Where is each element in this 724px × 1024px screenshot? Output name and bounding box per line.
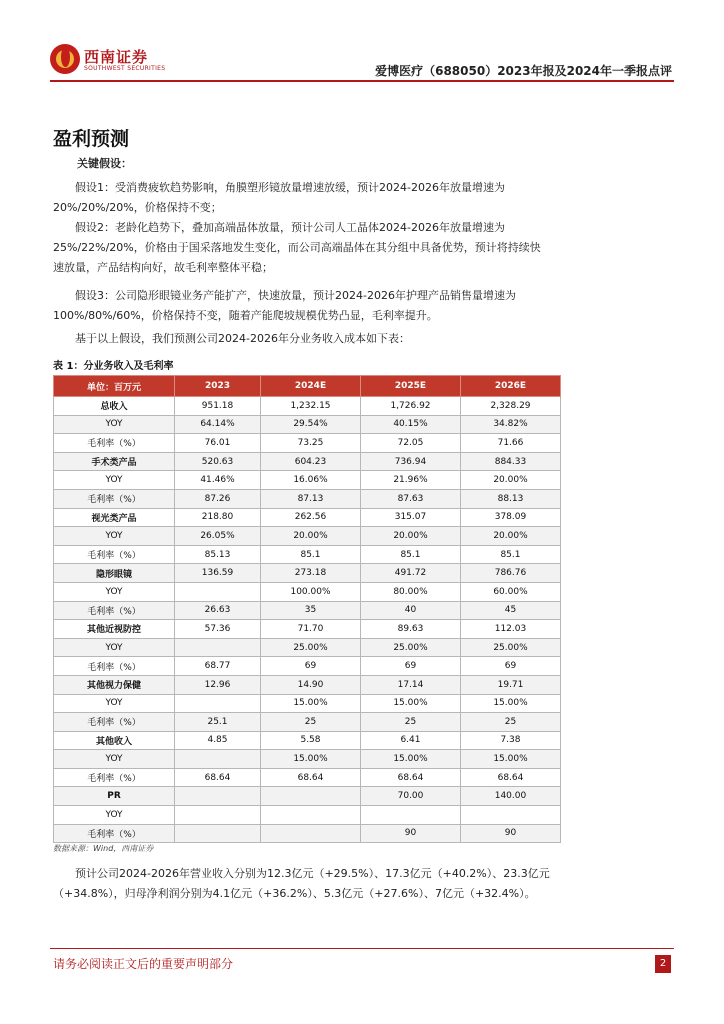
table-row <box>54 806 561 825</box>
table-cell: 87.63 <box>360 489 460 508</box>
table-header-row <box>54 376 561 397</box>
table-cell: 19.71 <box>460 675 560 694</box>
table-row <box>54 527 561 546</box>
table-row <box>54 601 561 620</box>
table-cell: 17.14 <box>360 675 460 694</box>
table-cell: 85.1 <box>261 545 361 564</box>
row-label: YOY <box>54 415 175 434</box>
table-cell: 15.00% <box>460 750 560 769</box>
table-cell: 25.00% <box>360 638 460 657</box>
table-cell: 15.00% <box>261 750 361 769</box>
table-cell: 262.56 <box>261 508 361 527</box>
table-row <box>54 415 561 434</box>
table-cell: 20.00% <box>460 471 560 490</box>
table-cell: 85.13 <box>175 545 261 564</box>
table-cell: 72.05 <box>360 434 460 453</box>
row-label: YOY <box>54 471 175 490</box>
table-row <box>54 508 561 527</box>
table-row <box>54 731 561 750</box>
header-cell: 单位：百万元 <box>54 376 175 397</box>
table-cell: 884.33 <box>460 452 560 471</box>
table-cell: 140.00 <box>460 787 560 806</box>
assumption-3: 假设3：公司隐形眼镜业务产能扩产，快速放量，预计2024-2026年护理产品销售量增速为100%/80%/60%，价格保持不变，随着产能爬坡规模优势凸显，毛利率提升。 <box>53 289 516 322</box>
table-row <box>54 750 561 769</box>
table-row <box>54 452 561 471</box>
table-cell: 76.01 <box>175 434 261 453</box>
table-cell: 68.64 <box>175 768 261 787</box>
table-cell <box>175 750 261 769</box>
report-title: 爱博医疗（688050）2023年报及2024年一季报点评 <box>375 64 672 78</box>
footer-notice: 请务必阅读正文后的重要声明部分 <box>53 957 234 971</box>
table-cell: 786.76 <box>460 564 560 583</box>
row-label: 毛利率（%） <box>54 434 175 453</box>
table-cell: 6.41 <box>360 731 460 750</box>
key-assumptions-title: 关键假设： <box>77 157 132 170</box>
table-cell: 85.1 <box>460 545 560 564</box>
table-cell <box>175 824 261 843</box>
row-label: 毛利率（%） <box>54 489 175 508</box>
table-cell: 218.80 <box>175 508 261 527</box>
table-cell: 35 <box>261 601 361 620</box>
forecast-summary: 预计公司2024-2026年营业收入分别为12.3亿元（+29.5%）、17.3亿元（+40.2%）、23.3亿元（+34.8%），归母净利润分别为4.1亿元（+36.2%）、5.3亿元（+27.6%）、7亿元（+32.4%）。 <box>53 867 550 900</box>
table-cell: 71.66 <box>460 434 560 453</box>
row-label: YOY <box>54 582 175 601</box>
table-row <box>54 657 561 676</box>
table-cell: 68.64 <box>460 768 560 787</box>
table-cell: 26.05% <box>175 527 261 546</box>
table-row <box>54 545 561 564</box>
table-body <box>54 397 561 843</box>
table-cell: 57.36 <box>175 620 261 639</box>
table-cell: 378.09 <box>460 508 560 527</box>
row-label: PR <box>54 787 175 806</box>
table-cell: 70.00 <box>360 787 460 806</box>
logo-name: 西南证券 <box>84 48 149 66</box>
table-cell <box>175 582 261 601</box>
table-cell: 2,328.29 <box>460 397 560 416</box>
table-cell: 7.38 <box>460 731 560 750</box>
table-cell: 15.00% <box>261 694 361 713</box>
row-label: 毛利率（%） <box>54 601 175 620</box>
company-logo <box>50 44 170 78</box>
table-cell: 68.64 <box>360 768 460 787</box>
row-label: 其他视力保健 <box>54 675 175 694</box>
table-row <box>54 489 561 508</box>
table-cell: 520.63 <box>175 452 261 471</box>
row-label: 视光类产品 <box>54 508 175 527</box>
table-cell: 25 <box>261 713 361 732</box>
row-label: 毛利率（%） <box>54 545 175 564</box>
table-cell <box>175 638 261 657</box>
row-label: 毛利率（%） <box>54 657 175 676</box>
table-cell: 64.14% <box>175 415 261 434</box>
table-cell: 68.77 <box>175 657 261 676</box>
page-number: 2 <box>655 955 671 973</box>
table-cell <box>261 806 361 825</box>
row-label: 总收入 <box>54 397 175 416</box>
table-cell: 90 <box>460 824 560 843</box>
assumption-1: 假设1：受消费疲软趋势影响，角膜塑形镜放量增速放缓，预计2024-2026年放量增速为20%/20%/20%，价格保持不变； <box>53 181 505 214</box>
table-cell: 88.13 <box>460 489 560 508</box>
table-cell: 951.18 <box>175 397 261 416</box>
revenue-table <box>53 375 561 843</box>
table-cell: 15.00% <box>360 750 460 769</box>
table-cell: 60.00% <box>460 582 560 601</box>
table-cell: 25.1 <box>175 713 261 732</box>
table-cell: 41.46% <box>175 471 261 490</box>
logo-english-name: SOUTHWEST SECURITIES <box>84 65 166 72</box>
logo-emblem-icon <box>50 44 80 74</box>
table-cell: 20.00% <box>261 527 361 546</box>
row-label: 毛利率（%） <box>54 768 175 787</box>
table-intro: 基于以上假设，我们预测公司2024-2026年分业务收入成本如下表： <box>75 332 410 345</box>
page-header <box>0 0 724 90</box>
table-cell: 136.59 <box>175 564 261 583</box>
row-label: YOY <box>54 694 175 713</box>
table-cell <box>460 806 560 825</box>
table-cell: 40 <box>360 601 460 620</box>
table-cell: 21.96% <box>360 471 460 490</box>
table-row <box>54 582 561 601</box>
table-cell: 736.94 <box>360 452 460 471</box>
table-cell: 69 <box>460 657 560 676</box>
table-cell <box>261 824 361 843</box>
table-cell: 90 <box>360 824 460 843</box>
table-cell <box>175 694 261 713</box>
table-row <box>54 675 561 694</box>
table-cell: 69 <box>261 657 361 676</box>
table-row <box>54 713 561 732</box>
assumption-2: 假设2：老龄化趋势下，叠加高端晶体放量，预计公司人工晶体2024-2026年放量增速为25%/22%/20%，价格由于国采落地发生变化，而公司高端晶体在其分组中具备优势，预计将持续快速放量，产品结构向好，故毛利率整体平稳； <box>53 221 541 274</box>
table-cell: 20.00% <box>460 527 560 546</box>
table-cell <box>175 806 261 825</box>
table-cell: 69 <box>360 657 460 676</box>
header-divider <box>50 80 674 82</box>
row-label: 毛利率（%） <box>54 824 175 843</box>
table-cell: 273.18 <box>261 564 361 583</box>
table-cell: 25.00% <box>261 638 361 657</box>
table-cell <box>261 787 361 806</box>
table-row <box>54 397 561 416</box>
row-label: YOY <box>54 750 175 769</box>
table-cell: 15.00% <box>460 694 560 713</box>
table-cell: 15.00% <box>360 694 460 713</box>
table-cell: 5.58 <box>261 731 361 750</box>
table-cell: 25 <box>360 713 460 732</box>
table-cell: 4.85 <box>175 731 261 750</box>
table-cell: 45 <box>460 601 560 620</box>
table-row <box>54 787 561 806</box>
table-cell: 112.03 <box>460 620 560 639</box>
table-cell: 89.63 <box>360 620 460 639</box>
table-row <box>54 471 561 490</box>
table-cell: 604.23 <box>261 452 361 471</box>
table-cell: 1,232.15 <box>261 397 361 416</box>
table-row <box>54 434 561 453</box>
table-cell: 29.54% <box>261 415 361 434</box>
row-label: 隐形眼镜 <box>54 564 175 583</box>
table-cell: 16.06% <box>261 471 361 490</box>
header-cell: 2024E <box>261 376 361 397</box>
row-label: 手术类产品 <box>54 452 175 471</box>
table-row <box>54 824 561 843</box>
table-row <box>54 564 561 583</box>
table-cell: 34.82% <box>460 415 560 434</box>
row-label: 其他收入 <box>54 731 175 750</box>
table-cell: 26.63 <box>175 601 261 620</box>
table-cell: 68.64 <box>261 768 361 787</box>
table-cell <box>175 787 261 806</box>
table-cell: 100.00% <box>261 582 361 601</box>
row-label: 毛利率（%） <box>54 713 175 732</box>
table-cell: 73.25 <box>261 434 361 453</box>
table-cell: 12.96 <box>175 675 261 694</box>
table-cell: 87.13 <box>261 489 361 508</box>
table-cell: 20.00% <box>360 527 460 546</box>
table-caption: 表 1：分业务收入及毛利率 <box>53 361 174 372</box>
table-cell: 71.70 <box>261 620 361 639</box>
table-cell: 87.26 <box>175 489 261 508</box>
table-cell: 25.00% <box>460 638 560 657</box>
table-cell: 80.00% <box>360 582 460 601</box>
row-label: YOY <box>54 527 175 546</box>
row-label: YOY <box>54 638 175 657</box>
row-label: 其他近视防控 <box>54 620 175 639</box>
table-row <box>54 768 561 787</box>
row-label: YOY <box>54 806 175 825</box>
table-row <box>54 694 561 713</box>
table-cell: 25 <box>460 713 560 732</box>
header-cell: 2026E <box>460 376 560 397</box>
data-source: 数据来源：Wind，西南证券 <box>53 844 154 853</box>
header-cell: 2023 <box>175 376 261 397</box>
table-cell: 85.1 <box>360 545 460 564</box>
table-row <box>54 620 561 639</box>
table-cell: 14.90 <box>261 675 361 694</box>
table-row <box>54 638 561 657</box>
table-cell: 40.15% <box>360 415 460 434</box>
table-cell: 315.07 <box>360 508 460 527</box>
footer-divider <box>50 948 674 949</box>
table-cell <box>360 806 460 825</box>
table-cell: 491.72 <box>360 564 460 583</box>
table-cell: 1,726.92 <box>360 397 460 416</box>
section-title: 盈利预测 <box>53 128 130 150</box>
header-cell: 2025E <box>360 376 460 397</box>
